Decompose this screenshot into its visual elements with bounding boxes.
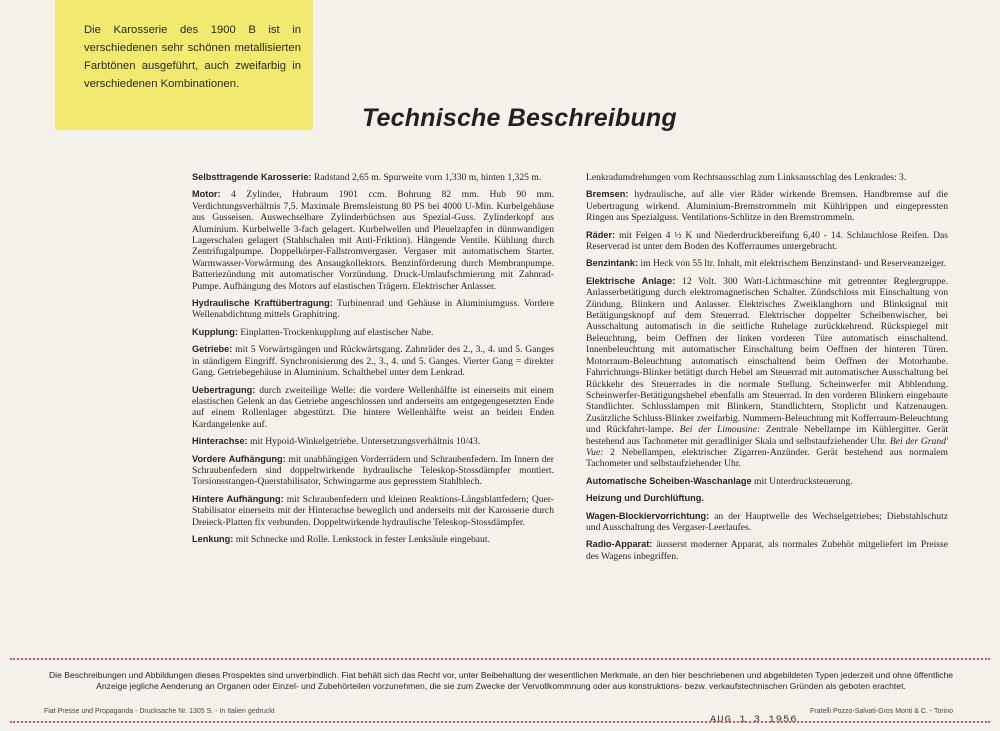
publisher-credit: Fratelli Pozzo-Salvati-Gros Monti & C. - Torino [810,708,954,715]
disclaimer-text: Die Beschreibungen und Abbildungen dieses Prospektes sind unverbindlich. Fiat behält sich das Recht vor, unter Beibehaltung der wesentlichen Merkmale, an den hier beschriebenen und abgebildeten Typen jederzeit und ohne öffentliche Anzeige jegliche Aenderung an Organen oder Einzel- und Zubehörteilen vorzunehmen, die sie zum Zwecke der Vervollkommnung oder aus konstruktions- bezw. verkaufstechnischen Gründen als geboten erachtet. [48,670,954,692]
spec-item: Radio-Apparat: äusserst moderner Apparat, als normales Zubehör mitgeliefert im Preisse des Wagens inbegriffen. [586,539,948,562]
spec-item: Bremsen: hydraulische, auf alle vier Räder wirkende Bremsen. Handbremse auf die Uebertragung wirkend. Aluminium-Bremstrommeln mit Kühlrippen und eingepressten Ringen aus Spezialguss. Ventilations-Schlitze in den Bremstrommeln. [586,189,948,224]
spec-item: Motor: 4 Zylinder, Hubraum 1901 ccm. Bohrung 82 mm. Hub 90 mm. Verdichtungsverhältnis 7,5. Maximale Bremsleistung 80 PS bei 4000 U-Min. Kurbelgehäuse aus Gusseisen. Auswechselbare Zylinderbüchsen aus Spezial-Guss. Zylinderkopf aus Aluminium. Kurbelwelle 3-fach gelagert. Kurbelwellen und Pleuelzapfen in dünnwandigen Lagerschalen gelagert (Stahlschalen mit Anti-Friktion). Hängende Ventile. Kühlung durch Zentrifugalpumpe. Doppelkörper-Fallstromvergaser. Vergaser mit automatischem Starter. Warmwasser-Vorwärmung des Ansaugkollektors. Benzinförderung durch Membranpumpe. Batteriezündung mit automatischer Vorzündung. Druck-Umlaufschmierung mit Zahnrad-Pumpe. Aufhängung des Motors auf elastischen Trägern. Elektrischer Anlasser. [192,189,554,292]
intro-box [55,0,313,130]
spec-item: Hydraulische Kraftübertragung: Turbinenrad und Gehäuse in Aluminiumguss. Vordere Wellenabdichtung mittels Graphitring. [192,298,554,321]
spec-item: Benzintank: im Heck von 55 ltr. Inhalt, mit elektrischem Benzinstand- und Reserveanzeiger. [586,258,947,270]
spec-item: Automatische Scheiben-Waschanlage mit Unterdrucksteuerung. [586,475,853,487]
spec-item: Heizung und Durchlüftung. [586,493,704,504]
right-column [586,172,948,568]
spec-item: Hintere Aufhängung: mit Schraubenfedern und kleinen Reaktions-Längsblattfedern; Quer-Stabilisator einerseits mit der Hinterachse beweglich und anderseits mit der Karosserie durch Dreieck-Platten fix verbunden. Doppeltwirkende hydraulische Teleskop-Stossdämpfer. [192,493,555,528]
spec-item: Kupplung: Einplatten-Trockenkupplung auf elastischer Nabe. [192,326,434,338]
page-title: Technische Beschreibung [362,104,677,132]
spec-item: Elektrische Anlage: 12 Volt. 300 Watt-Lichtmaschine mit getrennter Reglergruppe. Anlasserbetätigung durch elektromagnetischen Schalter. Zündschloss mit Einschaltung von Zündung, Blinkern und Anlasser. Elektrisches Zweiklanghorn und Blinksignal mit Betätigungsknopf auf dem Steuerrad. Elektrischer doppelter Scheibenwischer, bei Ausschaltung automatisch in die seitliche Ruhelage zurückkehrend. Rückspiegel mit Beleuchtung, beim Oeffnen der linken vorderen Türe automatisch einschaltend. Innenbeleuchtung mit automatischer Einschaltung beim Oeffnen der hinteren Türen. Motorraum-Beleuchtung automatisch einschaltend beim Oeffnen der Motorhaube. Fahrrichtungs-Blinker betätigt durch Hebel am Steuerrad mit automatischer Ausschaltung bei Rückkehr des Steuerrades in die normale Stellung. Scheinwerfer mit Abblendung. Scheinwerfer-Betätigungshebel ebenfalls am Steuerrad. In den vorderen Blinkern eingebaute Standlichter. Schlusslampen mit Blinkern, Standlichtern, Stoplicht und Katzenaugen. Zusätzliche Schluss-Blinker zweifarbig. Nummern-Beleuchtung mit Kofferraum-Beleuchtung und Rückfahrt-lampe. Bei der Limousine: Zentrale Nebellampe im Kühlergitter. Gerät bestehend aus Tachometer mit geradliniger Skala und selbstaufziehender Uhr. Bei der Grand' Vue: 2 Nebellampen, elektrischer Zigarren-Anzünder. Gerät bestehend aus normalem Tachometer und selbstaufziehender Uhr. [586,275,948,470]
spec-item: Selbsttragende Karosserie: Radstand 2,65 m. Spurweite vorn 1,330 m, hinten 1,325 m. [192,172,542,183]
spec-item: Hinterachse: mit Hypoid-Winkelgetriebe. Untersetzungsverhältnis 10/43. [192,436,481,448]
spec-item: Wagen-Blockiervorrichtung: an der Hauptwelle des Wechselgetriebes; Diebstahlschutz und Ausschaltung des Vergaser-Leerlaufes. [586,510,948,533]
spec-item: Getriebe: mit 5 Vorwärtsgängen und Rückwärtsgang. Zahnräder des 2., 3., 4. und 5. Ganges in ständigem Eingriff. Synchronisierung des 2., 3., 4. und 5. Ganges. Vierter Gang = direkter Gang. Getriebegehäuse in Aluminium. Schalthebel unter dem Lenkrad. [192,344,554,379]
spec-item: Lenkradumdrehungen vom Rechtsausschlag zum Linksausschlag des Lenkrades: 3. [586,172,907,183]
spec-item: Räder: mit Felgen 4 ½ K und Niederdruckbereifung 6,40 - 14. Schlauchlose Reifen. Das Reserverad ist unter dem Boden des Kofferraumes untergebracht. [586,229,948,253]
date-stamp: AUG 1 3 1956 [710,714,798,726]
spec-item: Lenkung: mit Schnecke und Rolle. Lenkstock in fester Lenksäule eingebaut. [192,533,490,545]
printer-credit: Fiat Presse und Propaganda - Drucksache Nr. 1305 S. - In Italien gedruckt [44,708,275,715]
spec-item: Uebertragung: durch zweiteilige Welle: die vordere Wellenhälfte ist einerseits mit einem elastischen Gelenk an das Getriebe angeschlossen und anderseits am entgegengesetzten Ende auf einem Rollenlager abgestützt. Die hintere Wellenhälfte weist an beiden Enden Kardangelenke auf. [192,384,554,430]
dotted-divider-bottom [10,721,990,723]
left-column [192,172,554,551]
spec-item: Vordere Aufhängung: mit unabhängigen Vorderrädern und Schraubenfedern. Im Innern der Schraubenfedern sind doppeltwirkende hydraulische Teleskop-Stossdämpfer montiert. Torsionsstangen-Querstabilisator, Schwingarme aus gepresstem Stahlblech. [192,453,554,488]
intro-text: Die Karosserie des 1900 B ist in verschiedenen sehr schönen metallisierten Farbtönen ausgeführt, auch zweifarbig in verschiedenen Kombinationen. [84,24,301,90]
dotted-divider-top [10,658,990,660]
